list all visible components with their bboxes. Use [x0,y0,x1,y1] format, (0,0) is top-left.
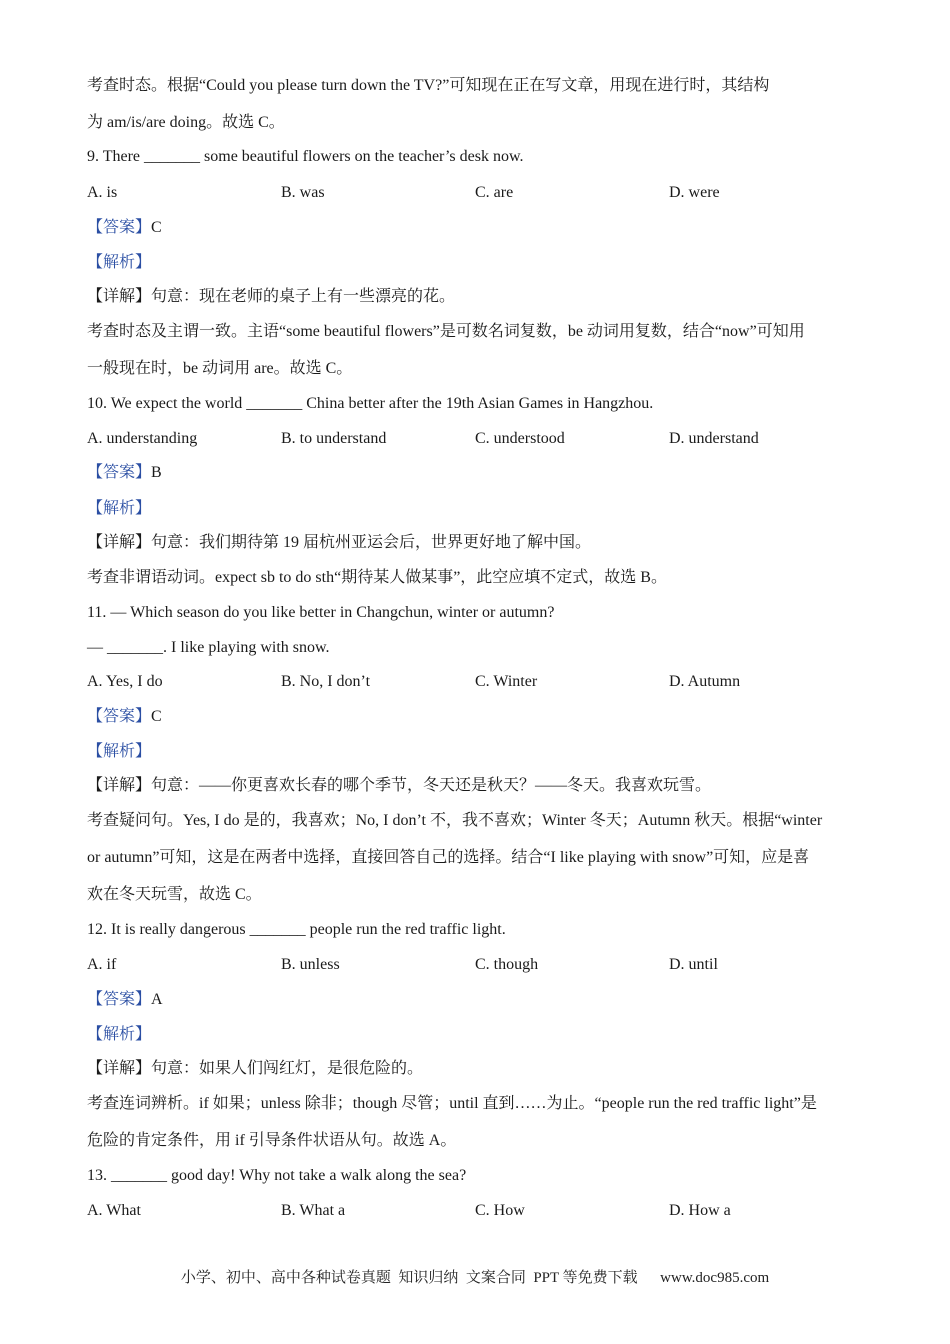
option-b: B. What a [281,1202,346,1219]
answer-tag: 【答案】 [87,464,152,481]
options-q11 [87,672,877,692]
option-b: B. No, I don’t [281,673,371,690]
option-d: D. How a [669,1202,731,1219]
option-b: B. was [281,184,325,201]
option-b: B. unless [281,956,340,973]
explanation-line: 【详解】句意：我们期待第 19 届杭州亚运会后，世界更好地了解中国。 [87,534,592,551]
analysis-tag: 【解析】 [87,1026,152,1043]
answer-line [87,463,877,483]
option-a: A. What [87,1202,141,1219]
explanation-line: 【详解】句意：如果人们闯红灯，是很危险的。 [87,1060,424,1077]
explanation-line: 欢在冬天玩雪，故选 C。 [87,886,262,903]
analysis-line [87,499,877,519]
question-11: 11. — Which season do you like better in Changchun, winter or autumn? [87,604,555,621]
analysis-tag: 【解析】 [87,254,152,271]
question-12: 12. It is really dangerous _______ people run the red traffic light. [87,921,506,938]
analysis-line [87,742,877,762]
analysis-tag: 【解析】 [87,500,152,517]
answer-line [87,990,877,1010]
explanation-line: or autumn”可知，这是在两者中选择，直接回答自己的选择。结合“I like playing with snow”可知，应是喜 [87,849,810,866]
answer-value: B [151,464,162,481]
answer-line [87,218,877,238]
analysis-tag: 【解析】 [87,743,152,760]
explanation-line: 考查疑问句。Yes, I do 是的，我喜欢；No, I don’t 不，我不喜欢；Winter 冬天；Autumn 秋天。根据“winter [87,812,823,829]
option-a: A. Yes, I do [87,673,163,690]
explanation-line: 危险的肯定条件，用 if 引导条件状语从句。故选 A。 [87,1132,457,1149]
options-q9 [87,183,877,203]
option-a: A. if [87,956,117,973]
explanation-line: 考查非谓语动词。expect sb to do sth“期待某人做某事”，此空应填不定式，故选 B。 [87,569,667,586]
answer-value: C [151,708,162,725]
option-c: C. though [475,956,539,973]
explanation-line: 考查时态及主谓一致。主语“some beautiful flowers”是可数名词复数，be 动词用复数，结合“now”可知用 [87,323,805,340]
option-c: C. Winter [475,673,538,690]
answer-tag: 【答案】 [87,991,152,1008]
option-a: A. is [87,184,118,201]
answer-value: A [151,991,163,1008]
analysis-line [87,253,877,273]
explanation-line: 【详解】句意：——你更喜欢长春的哪个季节，冬天还是秋天？——冬天。我喜欢玩雪。 [87,777,712,794]
option-c: C. understood [475,430,565,447]
question-9: 9. There _______ some beautiful flowers on the teacher’s desk now. [87,148,524,165]
options-q10 [87,429,877,449]
question-11-reply: — _______. I like playing with snow. [87,639,330,656]
option-a: A. understanding [87,430,198,447]
analysis-line [87,1025,877,1045]
option-d: D. Autumn [669,673,741,690]
options-q13 [87,1201,877,1221]
option-d: D. were [669,184,720,201]
option-b: B. to understand [281,430,387,447]
question-10: 10. We expect the world _______ China better after the 19th Asian Games in Hangzhou. [87,395,654,412]
options-q12 [87,955,877,975]
explanation-line: 考查时态。根据“Could you please turn down the TV?”可知现在正在写文章，用现在进行时，其结构 [87,77,770,94]
page-footer: 小学、初中、高中各种试卷真题 知识归纳 文案合同 PPT 等免费下载 www.doc985.com [180,1270,770,1286]
explanation-line: 一般现在时，be 动词用 are。故选 C。 [87,360,353,377]
option-c: C. How [475,1202,525,1219]
question-13: 13. _______ good day! Why not take a walk along the sea? [87,1167,467,1184]
explanation-line: 考查连词辨析。if 如果；unless 除非；though 尽管；until 直到……为止。“people run the red traffic light”是 [87,1095,817,1112]
answer-value: C [151,219,162,236]
answer-tag: 【答案】 [87,708,152,725]
answer-line [87,707,877,727]
option-d: D. understand [669,430,759,447]
option-d: D. until [669,956,718,973]
answer-tag: 【答案】 [87,219,152,236]
explanation-line: 【详解】句意：现在老师的桌子上有一些漂亮的花。 [87,288,456,305]
explanation-line: 为 am/is/are doing。故选 C。 [87,114,285,131]
option-c: C. are [475,184,514,201]
